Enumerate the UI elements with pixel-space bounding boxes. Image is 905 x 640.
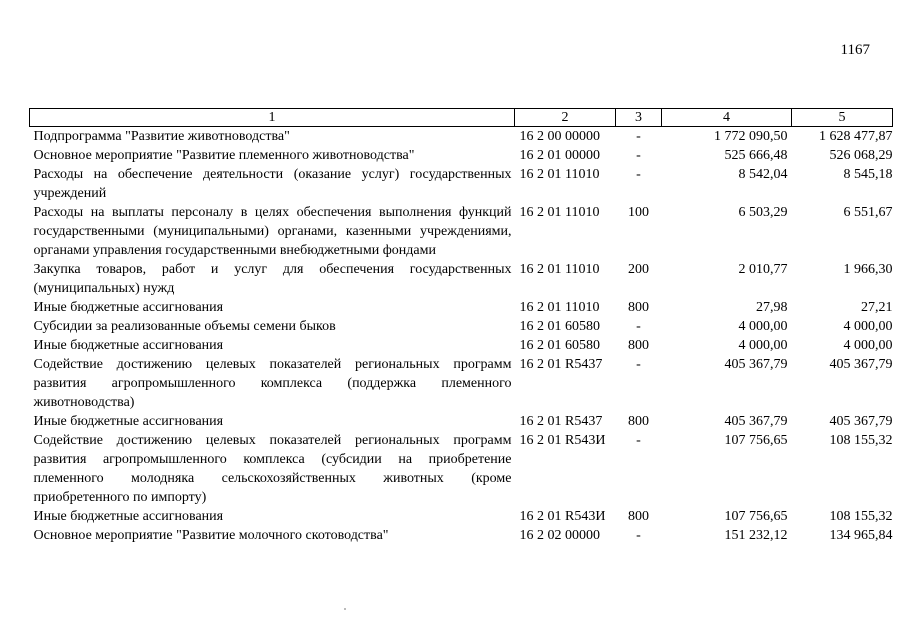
row-name-cell: Иные бюджетные ассигнования: [33, 338, 224, 353]
table-row: [30, 526, 893, 545]
table-header: [30, 109, 893, 127]
row-name-cell: Содействие достижению целевых показателей региональных программ развития агропромышленного комплекса (субсидии на приобретение племенного молодняка сельскохозяйственных животных (кроме приобретенного по импорту): [33, 433, 512, 505]
row-value-col5-cell: 405 367,79: [829, 357, 893, 372]
table-row: [30, 127, 893, 147]
row-type-cell: -: [636, 528, 641, 543]
page-number: 1167: [840, 42, 870, 58]
table-row: [30, 317, 893, 336]
row-value-col4-cell: 8 542,04: [738, 167, 788, 182]
row-code-cell: 16 2 01 11010: [519, 167, 600, 182]
row-code-cell: 16 2 01 11010: [519, 262, 600, 277]
row-value-col5-cell: 526 068,29: [829, 148, 893, 163]
row-value-col4-cell: 27,98: [756, 300, 788, 315]
row-code-cell: 16 2 01 11010: [519, 205, 600, 220]
row-type-cell: 800: [628, 509, 649, 524]
row-value-col5-cell: 6 551,67: [843, 205, 893, 220]
row-name-cell: Субсидии за реализованные объемы семени быков: [33, 319, 336, 334]
row-type-cell: -: [636, 433, 641, 448]
row-name-cell: Расходы на обеспечение деятельности (оказание услуг) государственных учреждений: [33, 167, 512, 201]
row-value-col4-cell: 107 756,65: [724, 509, 788, 524]
row-name-cell: Иные бюджетные ассигнования: [33, 509, 224, 524]
table-row: [30, 336, 893, 355]
row-value-col4-cell: 405 367,79: [724, 357, 788, 372]
table-row: [30, 355, 893, 412]
row-value-col4-cell: 4 000,00: [738, 319, 788, 334]
row-code-cell: 16 2 01 60580: [519, 338, 600, 353]
row-type-cell: 800: [628, 414, 649, 429]
row-code-cell: 16 2 02 00000: [519, 528, 600, 543]
row-code-cell: 16 2 01 R543И: [519, 433, 606, 448]
row-code-cell: 16 2 01 R5437: [519, 414, 603, 429]
row-code-cell: 16 2 01 11010: [519, 300, 600, 315]
row-code-cell: 16 2 00 00000: [519, 129, 600, 144]
row-value-col5-cell: 8 545,18: [843, 167, 893, 182]
row-value-col4-cell: 6 503,29: [738, 205, 788, 220]
row-type-cell: -: [636, 357, 641, 372]
row-value-col5-cell: 4 000,00: [843, 319, 893, 334]
row-type-cell: -: [636, 129, 641, 144]
row-name-cell: Иные бюджетные ассигнования: [33, 300, 224, 315]
table-row: [30, 298, 893, 317]
row-value-col5-cell: 134 965,84: [829, 528, 893, 543]
row-code-cell: 16 2 01 R543И: [519, 509, 606, 524]
row-code-cell: 16 2 01 00000: [519, 148, 600, 163]
row-value-col5-cell: 108 155,32: [829, 433, 893, 448]
table-row: [30, 431, 893, 507]
row-value-col4-cell: 4 000,00: [738, 338, 788, 353]
row-value-col4-cell: 107 756,65: [724, 433, 788, 448]
row-value-col5-cell: 27,21: [861, 300, 893, 315]
row-value-col4-cell: 525 666,48: [724, 148, 788, 163]
table-row: [30, 165, 893, 203]
table-row: [30, 146, 893, 165]
row-name-cell: Закупка товаров, работ и услуг для обеспечения государственных (муниципальных) нужд: [33, 262, 512, 296]
header-col-5: 5: [792, 109, 893, 127]
row-name-cell: Иные бюджетные ассигнования: [33, 414, 224, 429]
table-row: [30, 412, 893, 431]
header-col-2: 2: [515, 109, 616, 127]
row-value-col5-cell: 405 367,79: [829, 414, 893, 429]
row-type-cell: -: [636, 167, 641, 182]
header-col-4: 4: [662, 109, 792, 127]
header-col-3: 3: [616, 109, 662, 127]
budget-table: [29, 108, 893, 545]
row-name-cell: Основное мероприятие "Развитие племенного животноводства": [33, 148, 415, 163]
row-name-cell: Подпрограмма "Развитие животноводства": [33, 129, 290, 144]
row-type-cell: 800: [628, 338, 649, 353]
row-value-col4-cell: 1 772 090,50: [714, 129, 788, 144]
row-name-cell: Содействие достижению целевых показателей региональных программ развития агропромышленного комплекса (поддержка племенного животноводства): [33, 357, 512, 410]
row-type-cell: -: [636, 319, 641, 334]
table-row: [30, 507, 893, 526]
row-value-col5-cell: 108 155,32: [829, 509, 893, 524]
scan-speck: [344, 608, 346, 610]
row-name-cell: Основное мероприятие "Развитие молочного скотоводства": [33, 528, 389, 543]
row-value-col4-cell: 151 232,12: [724, 528, 788, 543]
row-value-col4-cell: 405 367,79: [724, 414, 788, 429]
table-row: [30, 203, 893, 260]
row-type-cell: 100: [628, 205, 649, 220]
row-value-col5-cell: 4 000,00: [843, 338, 893, 353]
row-type-cell: -: [636, 148, 641, 163]
row-type-cell: 800: [628, 300, 649, 315]
row-value-col5-cell: 1 628 477,87: [819, 129, 893, 144]
table-row: [30, 260, 893, 298]
row-name-cell: Расходы на выплаты персоналу в целях обеспечения выполнения функций государственными (муниципальными) органами, казенными учреждениями, органами управления государственными внебюджетными фондами: [33, 205, 512, 258]
header-col-1: 1: [30, 109, 515, 127]
row-value-col4-cell: 2 010,77: [738, 262, 788, 277]
table-body: [30, 127, 893, 546]
row-code-cell: 16 2 01 R5437: [519, 357, 603, 372]
row-type-cell: 200: [628, 262, 649, 277]
row-code-cell: 16 2 01 60580: [519, 319, 600, 334]
header-row: [30, 109, 893, 127]
row-value-col5-cell: 1 966,30: [843, 262, 893, 277]
